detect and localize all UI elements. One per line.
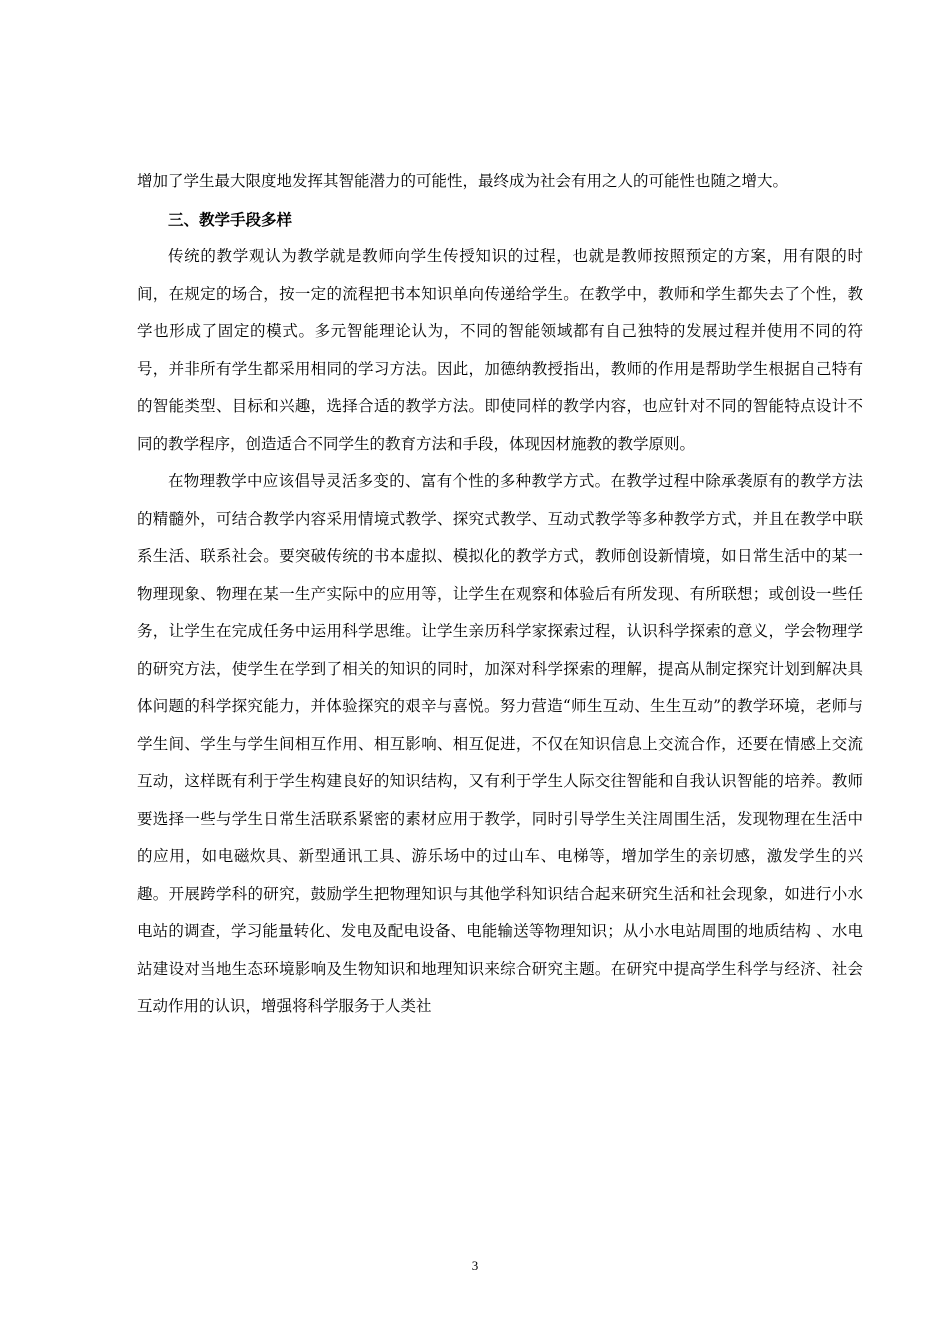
section-heading: 三、教学手段多样: [168, 209, 293, 229]
page-body: [137, 163, 863, 1026]
paragraph-continuation: 增加了学生最大限度地发挥其智能潜力的可能性，最终成为社会有用之人的可能性也随之增大。: [137, 172, 789, 190]
paragraph-traditional-teaching: 传统的教学观认为教学就是教师向学生传授知识的过程，也就是教师按照预定的方案，用有限的时间，在规定的场合，按一定的流程把书本知识单向传递给学生。在教学中，教师和学生都失去了个性，教学也形成了固定的模式。多元智能理论认为，不同的智能领域都有自己独特的发展过程并使用不同的符号，并非所有学生都采用相同的学习方法。因此，加德纳教授指出，教师的作用是帮助学生根据自己特有的智能类型、目标和兴趣，选择合适的教学方法。即使同样的教学内容，也应针对不同的智能特点设计不同的教学程序，创造适合不同学生的教育方法和手段，体现因材施教的教学原则。: [137, 247, 863, 453]
page-number: 3: [471, 1258, 479, 1273]
paragraph-physics-teaching: 在物理教学中应该倡导灵活多变的、富有个性的多种教学方式。在教学过程中除承袭原有的教学方法的精髓外，可结合教学内容采用情境式教学、探究式教学、互动式教学等多种教学方式，并且在教学中联系生活、联系社会。要突破传统的书本虚拟、模拟化的教学方式，教师创设新情境，如日常生活中的某一物理现象、物理在某一生产实际中的应用等，让学生在观察和体验后有所发现、有所联想；或创设一些任务，让学生在完成任务中运用科学思维。让学生亲历科学家探索过程，认识科学探索的意义，学会物理学的研究方法，使学生在学到了相关的知识的同时，加深对科学探索的理解，提高从制定探究计划到解决具体问题的科学探究能力，并体验探究的艰辛与喜悦。努力营造“师生互动、生生互动”的教学环境，老师与学生间、学生与学生间相互作用、相互影响、相互促进，不仅在知识信息上交流合作，还要在情感上交流互动，这样既有利于学生构建良好的知识结构，又有利于学生人际交往智能和自我认识智能的培养。教师要选择一些与学生日常生活联系紧密的素材应用于教学，同时引导学生关注周围生活，发现物理在生活中的应用，如电磁炊具、新型通讯工具、游乐场中的过山车、电梯等，增加学生的亲切感，激发学生的兴趣。开展跨学科的研究，鼓励学生把物理知识与其他学科知识结合起来研究生活和社会现象，如进行小水电站的调查，学习能量转化、发电及配电设备、电能输送等物理知识；从小水电站周围的地质结构 、水电站建设对当地生态环境影响及生物知识和地理知识来综合研究主题。在研究中提高学生科学与经济、社会互动作用的认识，增强将科学服务于人类社: [137, 472, 863, 1015]
